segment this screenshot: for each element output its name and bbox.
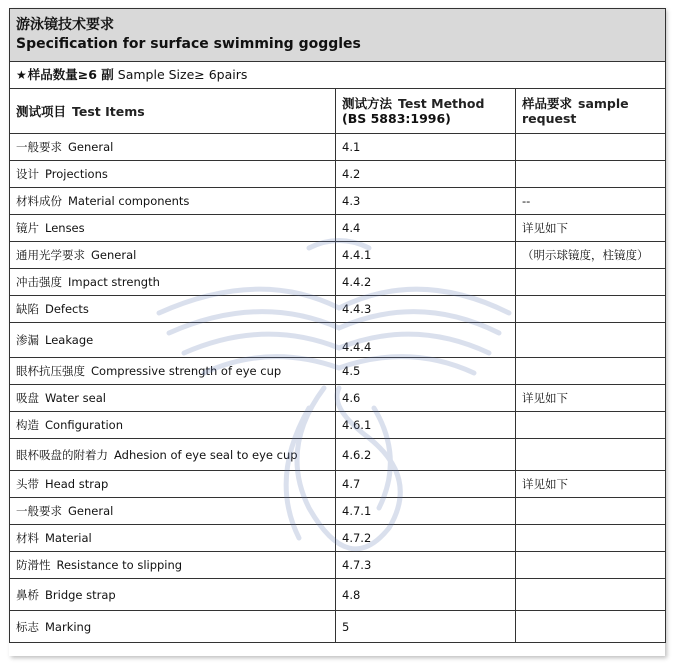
- test-item-cell: [10, 611, 336, 643]
- test-item-zh: 设计: [16, 167, 39, 181]
- table-row: [10, 471, 666, 498]
- test-item-cell: [10, 439, 336, 471]
- test-method-cell: 4.4.2: [336, 269, 516, 296]
- test-item-zh: 渗漏: [16, 333, 39, 347]
- test-method-cell: 4.4.3: [336, 296, 516, 323]
- header-item-en: Test Items: [72, 103, 145, 119]
- test-method-cell: 4.7.3: [336, 552, 516, 579]
- test-item-zh: 冲击强度: [16, 275, 62, 289]
- table-row: [10, 412, 666, 439]
- test-method-cell: 4.4: [336, 215, 516, 242]
- test-item-cell: [10, 134, 336, 161]
- sample-request-cell: --: [516, 188, 666, 215]
- test-item-en: Leakage: [45, 333, 94, 347]
- title-row: [10, 9, 666, 62]
- table-row: [10, 269, 666, 296]
- header-method-zh: 测试方法: [342, 96, 393, 111]
- test-item-en: General: [68, 504, 114, 518]
- test-item-cell: [10, 323, 336, 358]
- test-item-zh: 标志: [16, 619, 39, 634]
- sample-request-cell: 详见如下: [516, 385, 666, 412]
- title-cell: [10, 9, 666, 62]
- test-item-en: Projections: [45, 167, 108, 181]
- sample-request-cell: [516, 439, 666, 471]
- sample-request-cell: [516, 269, 666, 296]
- test-item-zh: 眼杯吸盘的附着力: [16, 447, 108, 462]
- test-item-zh: 构造: [16, 418, 39, 432]
- sample-size-zh: 样品数量≥6 副: [27, 67, 114, 82]
- sample-request-cell: [516, 134, 666, 161]
- table-row: [10, 439, 666, 471]
- test-item-zh: 镜片: [16, 221, 39, 235]
- table-row: [10, 323, 666, 358]
- test-method-cell: 4.6.2: [336, 439, 516, 471]
- table-row: [10, 161, 666, 188]
- test-item-en: Material components: [68, 194, 190, 208]
- test-item-en: Head strap: [45, 477, 109, 491]
- test-item-zh: 眼杯抗压强度: [16, 364, 85, 378]
- test-item-en: Lenses: [45, 221, 85, 235]
- table-row: [10, 498, 666, 525]
- test-item-en: Defects: [45, 302, 89, 316]
- sample-request-cell: [516, 525, 666, 552]
- test-item-zh: 通用光学要求: [16, 248, 85, 262]
- test-method-cell: 4.4.1: [336, 242, 516, 269]
- test-item-en: Material: [45, 531, 92, 545]
- test-item-en: Bridge strap: [45, 587, 116, 602]
- test-item-en: Adhesion of eye seal to eye cup: [114, 447, 298, 462]
- header-method-en: Test Method: [398, 96, 485, 111]
- test-item-en: Impact strength: [68, 275, 160, 289]
- test-item-cell: [10, 296, 336, 323]
- table-row: [10, 242, 666, 269]
- test-item-zh: 材料成份: [16, 194, 62, 208]
- table-row: [10, 134, 666, 161]
- table-row: [10, 385, 666, 412]
- sample-request-cell: [516, 611, 666, 643]
- test-item-zh: 一般要求: [16, 140, 62, 154]
- header-test-items: [10, 89, 336, 134]
- test-item-cell: [10, 242, 336, 269]
- table-row: [10, 552, 666, 579]
- test-item-cell: [10, 552, 336, 579]
- test-item-cell: [10, 579, 336, 611]
- sample-request-cell: [516, 358, 666, 385]
- table-row: [10, 525, 666, 552]
- sample-size-en: Sample Size≥ 6pairs: [117, 67, 248, 82]
- test-method-cell: 4.8: [336, 579, 516, 611]
- test-method-cell: 4.2: [336, 161, 516, 188]
- test-item-en: Compressive strength of eye cup: [91, 364, 282, 378]
- header-req-zh: 样品要求: [522, 96, 573, 111]
- test-item-cell: [10, 358, 336, 385]
- sample-request-cell: 详见如下: [516, 471, 666, 498]
- sample-size-cell: [10, 62, 666, 89]
- test-method-cell: 4.6: [336, 385, 516, 412]
- table-row: [10, 579, 666, 611]
- sample-request-cell: [516, 323, 666, 358]
- header-item-zh: 测试项目: [16, 103, 67, 119]
- test-method-cell: 4.7.2: [336, 525, 516, 552]
- sample-request-cell: [516, 579, 666, 611]
- sample-request-cell: （明示球镜度，柱镜度）: [516, 242, 666, 269]
- header-test-method: [336, 89, 516, 134]
- test-item-en: Resistance to slipping: [56, 558, 183, 572]
- document-sheet: [9, 8, 665, 656]
- test-item-en: General: [68, 140, 114, 154]
- test-item-cell: [10, 215, 336, 242]
- test-method-cell: 4.1: [336, 134, 516, 161]
- table-row: [10, 611, 666, 643]
- test-item-cell: [10, 525, 336, 552]
- test-item-zh: 头带: [16, 477, 39, 491]
- header-row: [10, 89, 666, 134]
- title-zh: 游泳镜技术要求: [16, 17, 114, 33]
- test-item-zh: 防滑性: [16, 558, 51, 572]
- test-method-cell: 4.4.4: [336, 323, 516, 358]
- test-method-cell: 5: [336, 611, 516, 643]
- sample-request-cell: [516, 161, 666, 188]
- sample-request-cell: [516, 552, 666, 579]
- test-method-cell: 4.7: [336, 471, 516, 498]
- header-sample-request: [516, 89, 666, 134]
- test-item-en: General: [91, 248, 137, 262]
- test-item-cell: [10, 412, 336, 439]
- test-item-cell: [10, 161, 336, 188]
- spec-table: [9, 8, 666, 643]
- test-item-en: Configuration: [45, 418, 123, 432]
- sample-request-cell: [516, 412, 666, 439]
- test-method-cell: 4.6.1: [336, 412, 516, 439]
- spec-rows: [10, 134, 666, 643]
- table-row: [10, 358, 666, 385]
- test-item-cell: [10, 385, 336, 412]
- star-icon: ★: [16, 68, 27, 82]
- test-method-cell: 4.3: [336, 188, 516, 215]
- table-row: [10, 296, 666, 323]
- table-row: [10, 215, 666, 242]
- test-item-zh: 吸盘: [16, 391, 39, 405]
- test-item-cell: [10, 498, 336, 525]
- sample-request-cell: [516, 498, 666, 525]
- test-item-cell: [10, 269, 336, 296]
- test-item-cell: [10, 188, 336, 215]
- header-req-en: sample request: [522, 96, 629, 126]
- test-method-cell: 4.5: [336, 358, 516, 385]
- test-item-zh: 材料: [16, 531, 39, 545]
- test-method-cell: 4.7.1: [336, 498, 516, 525]
- sample-size-row: [10, 62, 666, 89]
- header-method-std: (BS 5883:1996): [342, 111, 451, 126]
- table-row: [10, 188, 666, 215]
- title-en: Specification for surface swimming goggles: [16, 36, 361, 52]
- test-item-zh: 鼻桥: [16, 587, 39, 602]
- sample-request-cell: 详见如下: [516, 215, 666, 242]
- test-item-zh: 一般要求: [16, 504, 62, 518]
- test-item-en: Marking: [45, 619, 92, 634]
- test-item-cell: [10, 471, 336, 498]
- test-item-zh: 缺陷: [16, 302, 39, 316]
- sample-request-cell: [516, 296, 666, 323]
- test-item-en: Water seal: [45, 391, 106, 405]
